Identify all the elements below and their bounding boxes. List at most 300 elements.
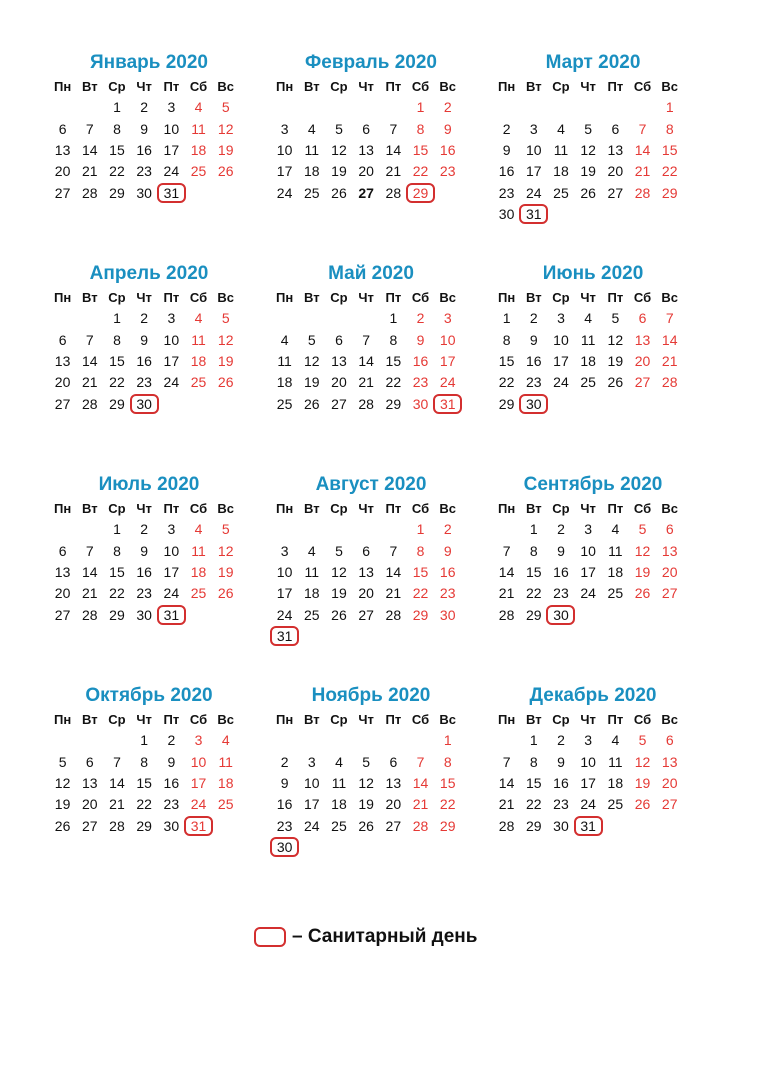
day-1: 1 — [416, 99, 425, 116]
day-3: 3 — [167, 99, 176, 116]
day-5: 5 — [638, 732, 647, 749]
week-row — [493, 330, 693, 351]
day-13: 13 — [54, 353, 71, 370]
day-29: 29 — [109, 606, 125, 623]
day-13: 13 — [634, 331, 651, 348]
day-19: 19 — [358, 796, 374, 813]
day-18: 18 — [276, 374, 293, 391]
weekday-header: Чт — [136, 501, 152, 517]
day-23: 23 — [439, 585, 456, 602]
day-19: 19 — [217, 564, 234, 581]
day-6: 6 — [58, 120, 67, 137]
day-23: 23 — [553, 585, 569, 602]
weekday-header: Ср — [552, 290, 570, 306]
day-16: 16 — [276, 796, 293, 813]
day-11: 11 — [608, 753, 623, 770]
weekday-header: Вт — [525, 79, 542, 95]
day-15: 15 — [525, 564, 542, 581]
week-row — [493, 604, 693, 625]
weekday-header: Вс — [217, 290, 235, 306]
day-16: 16 — [553, 775, 569, 792]
day-25: 25 — [276, 395, 293, 412]
day-23: 23 — [136, 585, 152, 602]
day-18: 18 — [331, 796, 347, 813]
day-21: 21 — [385, 585, 402, 602]
day-21: 21 — [81, 374, 98, 391]
day-8: 8 — [416, 542, 425, 559]
day-25: 25 — [190, 163, 207, 180]
day-26: 26 — [217, 374, 234, 391]
day-5: 5 — [221, 521, 230, 538]
day-26: 26 — [217, 163, 234, 180]
weekday-header-row — [493, 76, 693, 97]
day-12: 12 — [580, 142, 596, 159]
day-16: 16 — [553, 564, 569, 581]
week-row — [49, 161, 249, 182]
week-row — [271, 519, 471, 540]
day-23: 23 — [498, 184, 515, 201]
weekday-header: Ср — [108, 290, 126, 306]
week-row — [49, 372, 249, 393]
day-4: 4 — [335, 753, 343, 770]
day-24: 24 — [580, 585, 596, 602]
day-13: 13 — [607, 142, 624, 159]
week-row — [493, 773, 693, 794]
weekday-header-row — [493, 498, 693, 519]
day-29: 29 — [109, 395, 125, 412]
day-3: 3 — [280, 542, 289, 559]
day-10: 10 — [525, 142, 542, 159]
day-28: 28 — [81, 606, 98, 623]
day-15: 15 — [412, 142, 429, 159]
month-title: Апрель 2020 — [89, 263, 209, 284]
day-8: 8 — [140, 753, 149, 770]
day-12: 12 — [607, 331, 624, 348]
week-row — [271, 119, 471, 140]
day-17: 17 — [163, 564, 180, 581]
week-row — [493, 119, 693, 140]
day-28: 28 — [412, 817, 429, 834]
day-15: 15 — [498, 353, 515, 370]
day-17: 17 — [163, 142, 180, 159]
day-9: 9 — [140, 120, 149, 137]
day-21: 21 — [498, 585, 515, 602]
weekday-header: Вт — [303, 290, 320, 306]
day-27: 27 — [385, 817, 402, 834]
day-18: 18 — [190, 142, 207, 159]
week-row — [493, 752, 693, 773]
day-1: 1 — [113, 521, 121, 538]
day-22: 22 — [109, 374, 125, 391]
week-row — [49, 562, 249, 583]
day-21: 21 — [661, 353, 678, 370]
day-24: 24 — [553, 374, 569, 391]
weekday-header: Пт — [385, 79, 402, 95]
day-5: 5 — [335, 120, 343, 137]
day-26: 26 — [54, 817, 71, 834]
day-7: 7 — [665, 310, 674, 327]
weekday-header: Пн — [53, 712, 72, 728]
weekday-header: Сб — [411, 79, 430, 95]
weekday-header: Вт — [81, 290, 98, 306]
day-29: 29 — [439, 817, 456, 834]
day-22: 22 — [136, 796, 152, 813]
day-8: 8 — [113, 542, 121, 559]
week-row — [49, 140, 249, 161]
day-21: 21 — [412, 796, 429, 813]
day-16: 16 — [498, 163, 515, 180]
weekday-header: Пт — [607, 712, 624, 728]
day-26: 26 — [358, 817, 374, 834]
day-7: 7 — [85, 542, 94, 559]
day-12: 12 — [331, 142, 347, 159]
week-row — [49, 119, 249, 140]
day-10: 10 — [163, 542, 180, 559]
day-17: 17 — [553, 353, 569, 370]
day-12: 12 — [634, 542, 651, 559]
week-row — [49, 583, 249, 604]
day-21: 21 — [81, 163, 98, 180]
day-11: 11 — [191, 542, 206, 559]
day-30: 30 — [136, 184, 152, 201]
day-13: 13 — [54, 142, 71, 159]
week-row — [493, 351, 693, 372]
day-23: 23 — [525, 374, 542, 391]
day-14: 14 — [358, 353, 374, 370]
day-8: 8 — [665, 120, 674, 137]
week-row — [493, 204, 693, 225]
day-14: 14 — [109, 775, 125, 792]
week-row — [493, 730, 693, 751]
day-9: 9 — [140, 331, 149, 348]
weekday-header: Ср — [552, 501, 570, 517]
sanitary-day-31: 31 — [270, 626, 299, 646]
weekday-header: Пн — [53, 290, 72, 306]
week-row — [271, 562, 471, 583]
day-27: 27 — [81, 817, 98, 834]
weekday-header: Ср — [330, 712, 348, 728]
week-row — [49, 773, 249, 794]
day-24: 24 — [580, 796, 596, 813]
day-30: 30 — [553, 817, 569, 834]
day-19: 19 — [331, 585, 347, 602]
day-24: 24 — [163, 163, 180, 180]
day-7: 7 — [85, 120, 94, 137]
day-10: 10 — [163, 120, 180, 137]
day-25: 25 — [331, 817, 347, 834]
day-8: 8 — [529, 542, 538, 559]
day-25: 25 — [607, 796, 624, 813]
day-1: 1 — [113, 310, 121, 327]
week-row — [493, 161, 693, 182]
week-row — [271, 752, 471, 773]
day-11: 11 — [331, 775, 347, 792]
day-3: 3 — [557, 310, 565, 327]
day-20: 20 — [607, 163, 624, 180]
day-12: 12 — [54, 775, 71, 792]
day-2: 2 — [443, 99, 452, 116]
day-1: 1 — [665, 99, 674, 116]
day-3: 3 — [443, 310, 452, 327]
month-title: Ноябрь 2020 — [311, 685, 431, 706]
day-16: 16 — [525, 353, 542, 370]
weekday-header: Вс — [439, 501, 457, 517]
day-28: 28 — [109, 817, 125, 834]
sanitary-day-30: 30 — [270, 837, 299, 857]
weekday-header: Вс — [439, 290, 457, 306]
day-5: 5 — [221, 310, 230, 327]
day-9: 9 — [557, 542, 565, 559]
day-12: 12 — [358, 775, 374, 792]
day-25: 25 — [190, 585, 207, 602]
week-row — [271, 815, 471, 836]
day-4: 4 — [611, 732, 620, 749]
day-8: 8 — [529, 753, 538, 770]
month-block — [271, 683, 471, 858]
week-row — [271, 372, 471, 393]
day-4: 4 — [280, 331, 289, 348]
day-30: 30 — [439, 606, 456, 623]
day-24: 24 — [276, 184, 293, 201]
week-row — [271, 161, 471, 182]
month-block — [271, 261, 471, 415]
day-19: 19 — [54, 796, 71, 813]
day-14: 14 — [661, 331, 678, 348]
weekday-header: Пт — [163, 79, 180, 95]
day-9: 9 — [416, 331, 425, 348]
sanitary-day-31: 31 — [157, 183, 186, 203]
day-10: 10 — [303, 775, 320, 792]
day-23: 23 — [439, 163, 456, 180]
day-29: 29 — [136, 817, 152, 834]
day-24: 24 — [163, 585, 180, 602]
weekday-header: Вт — [303, 712, 320, 728]
weekday-header: Пн — [275, 290, 294, 306]
weekday-header-row — [49, 287, 249, 308]
day-4: 4 — [221, 732, 230, 749]
day-2: 2 — [167, 732, 176, 749]
weekday-header: Пт — [385, 501, 402, 517]
weekday-header: Сб — [189, 79, 208, 95]
day-7: 7 — [113, 753, 121, 770]
day-12: 12 — [217, 120, 234, 137]
day-20: 20 — [331, 374, 347, 391]
weekday-header: Чт — [580, 501, 596, 517]
day-21: 21 — [81, 585, 98, 602]
day-15: 15 — [109, 142, 125, 159]
day-3: 3 — [307, 753, 316, 770]
day-16: 16 — [412, 353, 429, 370]
day-2: 2 — [140, 310, 149, 327]
day-8: 8 — [113, 331, 121, 348]
day-10: 10 — [163, 331, 180, 348]
sanitary-day-31: 31 — [574, 816, 603, 836]
day-18: 18 — [190, 564, 207, 581]
day-18: 18 — [607, 775, 624, 792]
week-row — [493, 182, 693, 203]
weekday-header: Пн — [53, 501, 72, 517]
day-30: 30 — [412, 395, 429, 412]
weekday-header: Вс — [661, 79, 679, 95]
day-28: 28 — [661, 374, 678, 391]
day-24: 24 — [190, 796, 207, 813]
day-25: 25 — [553, 184, 569, 201]
weekday-header: Пн — [53, 79, 72, 95]
weekday-header: Вс — [217, 501, 235, 517]
weekday-header: Сб — [411, 501, 430, 517]
week-row — [493, 140, 693, 161]
day-1: 1 — [529, 732, 538, 749]
weekday-header-row — [271, 287, 471, 308]
day-13: 13 — [358, 142, 374, 159]
week-row — [49, 351, 249, 372]
day-3: 3 — [584, 732, 593, 749]
day-25: 25 — [217, 796, 234, 813]
week-row — [271, 604, 471, 625]
week-row — [271, 773, 471, 794]
day-10: 10 — [553, 331, 569, 348]
week-row — [49, 330, 249, 351]
week-row — [271, 626, 471, 647]
day-20: 20 — [358, 585, 374, 602]
day-8: 8 — [389, 331, 398, 348]
day-27: 27 — [661, 585, 678, 602]
day-6: 6 — [362, 542, 371, 559]
day-19: 19 — [331, 163, 347, 180]
day-22: 22 — [412, 585, 429, 602]
sanitary-day-29: 29 — [406, 183, 435, 203]
day-8: 8 — [113, 120, 121, 137]
day-23: 23 — [136, 374, 152, 391]
day-5: 5 — [362, 753, 371, 770]
day-4: 4 — [194, 99, 203, 116]
day-9: 9 — [167, 753, 176, 770]
week-row — [271, 330, 471, 351]
day-1: 1 — [443, 732, 452, 749]
day-25: 25 — [607, 585, 624, 602]
day-11: 11 — [277, 353, 292, 370]
day-14: 14 — [634, 142, 651, 159]
day-5: 5 — [58, 753, 67, 770]
day-2: 2 — [557, 732, 565, 749]
weekday-header: Вс — [439, 79, 457, 95]
day-24: 24 — [439, 374, 456, 391]
day-14: 14 — [81, 353, 98, 370]
day-24: 24 — [303, 817, 320, 834]
day-18: 18 — [303, 585, 320, 602]
day-26: 26 — [634, 796, 651, 813]
day-13: 13 — [385, 775, 402, 792]
day-21: 21 — [634, 163, 651, 180]
day-9: 9 — [502, 142, 511, 159]
day-15: 15 — [525, 775, 542, 792]
day-26: 26 — [634, 585, 651, 602]
day-9: 9 — [529, 331, 538, 348]
day-22: 22 — [498, 374, 515, 391]
sanitary-day-30: 30 — [519, 394, 548, 414]
weekday-header: Вт — [525, 501, 542, 517]
week-row — [493, 97, 693, 118]
day-19: 19 — [217, 353, 234, 370]
day-11: 11 — [580, 331, 596, 348]
weekday-header: Сб — [189, 290, 208, 306]
day-15: 15 — [412, 564, 429, 581]
day-4: 4 — [307, 120, 316, 137]
week-row — [49, 97, 249, 118]
sanitary-day-31: 31 — [433, 394, 462, 414]
day-15: 15 — [136, 775, 152, 792]
day-14: 14 — [498, 564, 515, 581]
day-26: 26 — [607, 374, 624, 391]
day-25: 25 — [303, 184, 320, 201]
weekday-header: Чт — [358, 290, 374, 306]
weekday-header: Вс — [439, 712, 457, 728]
weekday-header: Сб — [411, 712, 430, 728]
day-13: 13 — [358, 564, 374, 581]
day-14: 14 — [81, 142, 98, 159]
day-27: 27 — [661, 796, 678, 813]
sanitary-day-31: 31 — [157, 605, 186, 625]
week-row — [493, 372, 693, 393]
weekday-header: Пт — [607, 501, 624, 517]
day-6: 6 — [58, 542, 67, 559]
day-18: 18 — [190, 353, 207, 370]
weekday-header: Чт — [136, 290, 152, 306]
weekday-header: Чт — [580, 712, 596, 728]
weekday-header: Вс — [661, 501, 679, 517]
day-19: 19 — [634, 564, 651, 581]
weekday-header: Вс — [217, 79, 235, 95]
day-17: 17 — [303, 796, 320, 813]
day-9: 9 — [557, 753, 565, 770]
day-12: 12 — [217, 542, 234, 559]
day-21: 21 — [385, 163, 402, 180]
week-row — [49, 541, 249, 562]
week-row — [271, 308, 471, 329]
month-block — [271, 50, 471, 204]
weekday-header: Сб — [189, 712, 208, 728]
day-2: 2 — [416, 310, 425, 327]
weekday-header: Пн — [275, 501, 294, 517]
day-10: 10 — [276, 142, 293, 159]
weekday-header: Вт — [303, 79, 320, 95]
day-20: 20 — [54, 585, 71, 602]
day-11: 11 — [191, 120, 206, 137]
weekday-header: Ср — [108, 501, 126, 517]
day-14: 14 — [81, 564, 98, 581]
weekday-header: Сб — [633, 501, 652, 517]
day-15: 15 — [385, 353, 402, 370]
month-block — [493, 261, 693, 415]
day-16: 16 — [136, 142, 152, 159]
weekday-header: Ср — [330, 79, 348, 95]
day-27: 27 — [54, 184, 71, 201]
day-6: 6 — [85, 753, 94, 770]
day-13: 13 — [661, 753, 678, 770]
day-26: 26 — [331, 184, 347, 201]
week-row — [49, 308, 249, 329]
weekday-header: Пт — [385, 712, 402, 728]
day-20: 20 — [634, 353, 651, 370]
day-22: 22 — [412, 163, 429, 180]
day-29: 29 — [412, 606, 429, 623]
day-19: 19 — [634, 775, 651, 792]
day-19: 19 — [580, 163, 596, 180]
day-2: 2 — [502, 120, 511, 137]
day-15: 15 — [439, 775, 456, 792]
weekday-header-row — [493, 287, 693, 308]
weekday-header-row — [271, 498, 471, 519]
